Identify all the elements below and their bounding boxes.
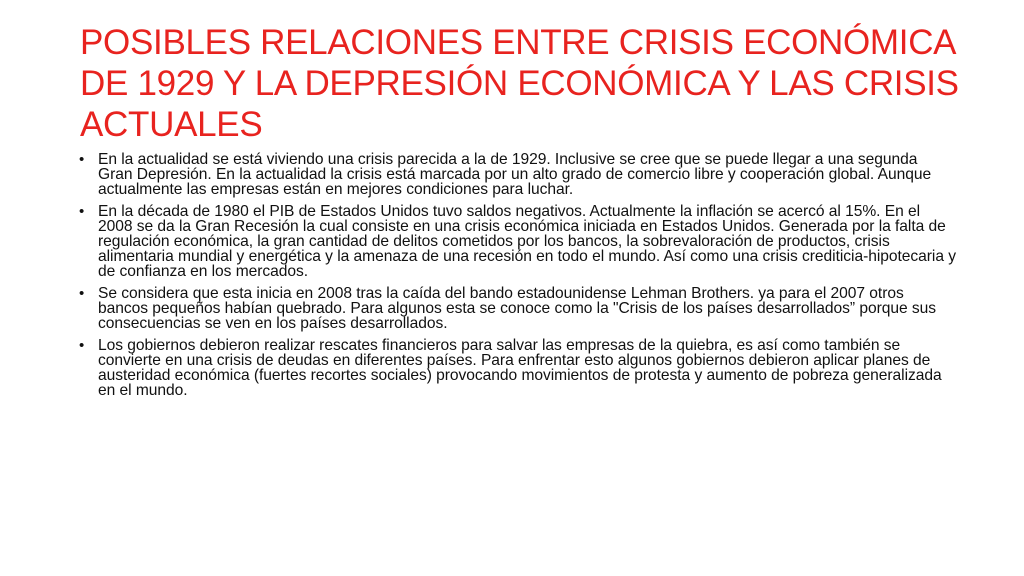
bullet-text: En la década de 1980 el PIB de Estados Unidos tuvo saldos negativos. Actualmente la inflación se acercó al 15%. En el 2008 se da la Gran Recesión la cual consiste en una crisis económica iniciada en Estados Unidos. Generada por la falta de regulación económica, la gran cantidad de delitos cometidos por los bancos, la sobrevaloración de productos, crisis alimentaria mundial y energética y la amenaza de una recesión en todo el mundo. Así como una crisis crediticia-hipotecaria y de confianza en los mercados. — [98, 203, 956, 280]
bullet-item — [76, 204, 956, 279]
bullet-item — [76, 338, 956, 398]
bullet-text: Se considera que esta inicia en 2008 tras la caída del bando estadounidense Lehman Brothers. ya para el 2007 otros bancos pequeños habían quebrado. Para algunos esta se conoce como la "Crisis de los países desarrollados” porque sus consecuencias se ven en los países desarrollados. — [98, 285, 936, 332]
bullet-dot-icon: • — [79, 285, 85, 302]
slide-title: POSIBLES RELACIONES ENTRE CRISIS ECONÓMICA DE 1929 Y LA DEPRESIÓN ECONÓMICA Y LAS CRISIS ACTUALES — [80, 23, 959, 144]
bullet-list — [76, 152, 956, 405]
bullet-item — [76, 286, 956, 331]
bullet-text: En la actualidad se está viviendo una crisis parecida a la de 1929. Inclusive se cree que se puede llegar a una segunda Gran Depresión. En la actualidad la crisis está marcada por un alto grado de comercio libre y cooperación global. Aunque actualmente las empresas están en mejores condiciones para luchar. — [98, 151, 932, 198]
bullet-dot-icon: • — [79, 151, 85, 168]
bullet-dot-icon: • — [79, 203, 85, 220]
bullet-dot-icon: • — [79, 337, 85, 354]
bullet-item — [76, 152, 956, 197]
bullet-text: Los gobiernos debieron realizar rescates financieros para salvar las empresas de la quiebra, es así como también se convierte en una crisis de deudas en diferentes países. Para enfrentar esto algunos gobiernos debieron aplicar planes de austeridad económica (fuertes recortes sociales) provocando movimientos de protesta y aumento de pobreza generalizada en el mundo. — [98, 337, 942, 399]
